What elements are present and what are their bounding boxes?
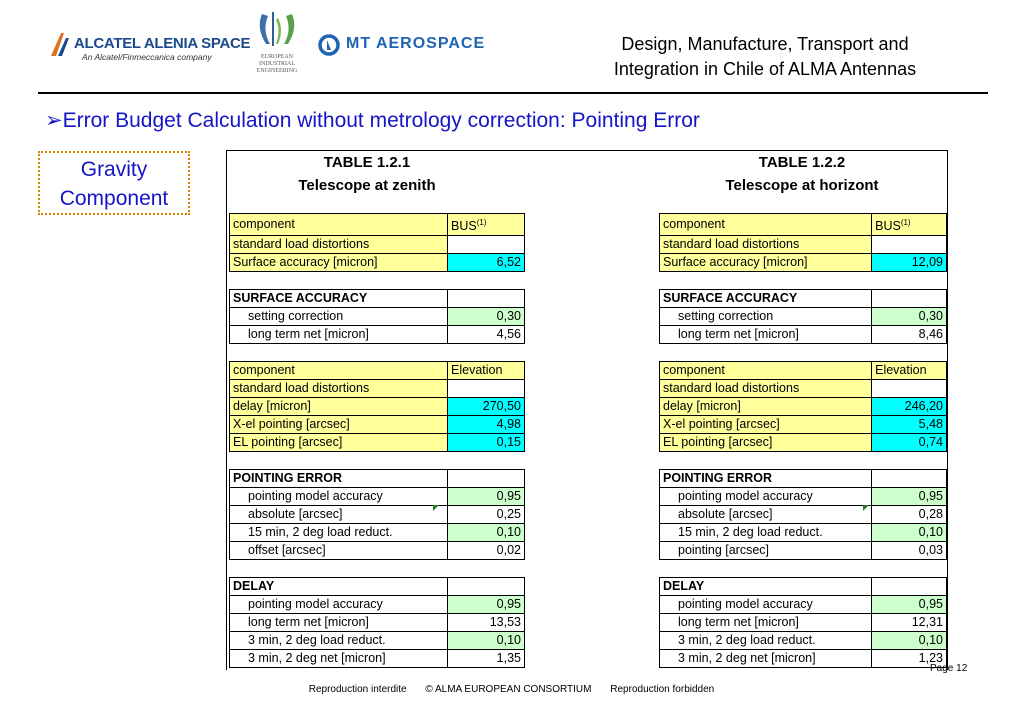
table-cell: 4,98 bbox=[448, 416, 525, 434]
table-cell: standard load distortions bbox=[230, 380, 448, 398]
table-cell: standard load distortions bbox=[660, 380, 872, 398]
table-cell: 0,10 bbox=[448, 524, 525, 542]
footer-right: Reproduction forbidden bbox=[610, 684, 715, 695]
table-cell bbox=[448, 236, 525, 254]
table-cell: 8,46 bbox=[872, 326, 947, 344]
table-row bbox=[230, 578, 525, 596]
title-line2: Integration in Chile of ALMA Antennas bbox=[613, 59, 917, 79]
table-row bbox=[230, 290, 525, 308]
table-cell bbox=[872, 214, 947, 236]
table-cell: 3 min, 2 deg net [micron] bbox=[230, 650, 448, 668]
table-row bbox=[230, 416, 525, 434]
comment-marker-icon bbox=[863, 505, 869, 511]
table-row bbox=[230, 254, 525, 272]
mt-emblem-icon bbox=[318, 34, 342, 56]
table-cell: 0,25 bbox=[448, 506, 525, 524]
table-cell bbox=[448, 470, 525, 488]
table-cell: component bbox=[660, 362, 872, 380]
page-title bbox=[540, 32, 990, 82]
table-cell: 1,23 bbox=[872, 650, 947, 668]
table-cell: 12,09 bbox=[872, 254, 947, 272]
table-cell: 3 min, 2 deg load reduct. bbox=[230, 632, 448, 650]
eie-line2: INDUSTRIAL bbox=[259, 61, 295, 67]
eie-emblem-icon bbox=[248, 10, 306, 54]
table-row bbox=[230, 236, 525, 254]
mt-aerospace-logo bbox=[318, 34, 518, 56]
table1-heading bbox=[257, 151, 477, 197]
table-cell: component bbox=[230, 214, 448, 236]
table-cell: Surface accuracy [micron] bbox=[230, 254, 448, 272]
table-cell: 5,48 bbox=[872, 416, 947, 434]
table-row bbox=[230, 326, 525, 344]
table-cell: long term net [micron] bbox=[230, 614, 448, 632]
table-cell: 1,35 bbox=[448, 650, 525, 668]
table-cell: 0,03 bbox=[872, 542, 947, 560]
gravity-component-box bbox=[38, 151, 190, 215]
page-number: Page 12 bbox=[930, 663, 968, 674]
table-cell: 0,95 bbox=[872, 596, 947, 614]
spacer bbox=[230, 272, 525, 290]
aas-emblem-icon bbox=[48, 30, 74, 60]
table-cell: pointing model accuracy bbox=[660, 488, 872, 506]
table-row bbox=[660, 326, 947, 344]
heading-text: Error Budget Calculation without metrology correction: Pointing Error bbox=[62, 109, 700, 132]
table-cell: 0,10 bbox=[872, 632, 947, 650]
spacer bbox=[230, 344, 525, 362]
table-cell: pointing [arcsec] bbox=[660, 542, 872, 560]
table-cell: standard load distortions bbox=[230, 236, 448, 254]
table1-id: TABLE 1.2.1 bbox=[323, 154, 411, 171]
table-row bbox=[660, 434, 947, 452]
bus-sup: (1) bbox=[476, 218, 487, 227]
bus-label: BUS bbox=[451, 219, 477, 234]
spacer bbox=[230, 560, 525, 578]
table-cell: 13,53 bbox=[448, 614, 525, 632]
table-row bbox=[230, 596, 525, 614]
spacer bbox=[660, 272, 947, 290]
table-cell: 4,56 bbox=[448, 326, 525, 344]
table-cell: DELAY bbox=[230, 578, 448, 596]
table-cell: long term net [micron] bbox=[660, 614, 872, 632]
table-cell: pointing model accuracy bbox=[230, 488, 448, 506]
table-row bbox=[230, 434, 525, 452]
table-row bbox=[660, 380, 947, 398]
table-row bbox=[230, 214, 525, 236]
table-cell: X-el pointing [arcsec] bbox=[230, 416, 448, 434]
table-cell: 0,30 bbox=[448, 308, 525, 326]
table-row bbox=[660, 308, 947, 326]
table-row bbox=[660, 614, 947, 632]
table-cell bbox=[872, 236, 947, 254]
spacer bbox=[660, 452, 947, 470]
table-row bbox=[230, 398, 525, 416]
table-cell: pointing model accuracy bbox=[660, 596, 872, 614]
mt-aerospace-text: MT AEROSPACE bbox=[346, 35, 486, 52]
table-row bbox=[660, 578, 947, 596]
bullet-arrow-icon: ➢ bbox=[45, 109, 63, 132]
section-heading bbox=[45, 108, 700, 133]
table-row bbox=[660, 506, 947, 524]
table-cell: component bbox=[230, 362, 448, 380]
aas-subtitle: An Alcatel/Finmeccanica company bbox=[82, 52, 212, 62]
table-cell: 6,52 bbox=[448, 254, 525, 272]
table-cell bbox=[872, 290, 947, 308]
table-cell: 0,95 bbox=[872, 488, 947, 506]
table-cell: 0,28 bbox=[872, 506, 947, 524]
table-cell bbox=[448, 290, 525, 308]
table-cell: 246,20 bbox=[872, 398, 947, 416]
table-cell: setting correction bbox=[230, 308, 448, 326]
table-cell: delay [micron] bbox=[230, 398, 448, 416]
table-cell: 0,10 bbox=[448, 632, 525, 650]
table2-heading bbox=[692, 151, 912, 197]
header-divider bbox=[38, 92, 988, 94]
table-row bbox=[230, 650, 525, 668]
gravity-line1: Gravity bbox=[80, 158, 148, 181]
table-row bbox=[230, 614, 525, 632]
table-cell: 0,95 bbox=[448, 488, 525, 506]
table-cell: 15 min, 2 deg load reduct. bbox=[660, 524, 872, 542]
table2-id: TABLE 1.2.2 bbox=[758, 154, 846, 171]
table-row bbox=[660, 236, 947, 254]
table-cell: 12,31 bbox=[872, 614, 947, 632]
table-row bbox=[660, 488, 947, 506]
table-row bbox=[230, 632, 525, 650]
comment-marker-icon bbox=[433, 505, 439, 511]
table-cell: DELAY bbox=[660, 578, 872, 596]
eie-line3: ENGINEERING bbox=[256, 68, 298, 74]
table-row bbox=[660, 254, 947, 272]
table-cell: standard load distortions bbox=[660, 236, 872, 254]
table-cell bbox=[872, 380, 947, 398]
table-cell: 3 min, 2 deg net [micron] bbox=[660, 650, 872, 668]
table-cell bbox=[448, 380, 525, 398]
table-cell: component bbox=[660, 214, 872, 236]
table-row bbox=[660, 362, 947, 380]
table-row bbox=[660, 542, 947, 560]
table-row bbox=[230, 542, 525, 560]
table-row bbox=[230, 488, 525, 506]
spacer bbox=[660, 560, 947, 578]
table-cell: Surface accuracy [micron] bbox=[660, 254, 872, 272]
table-row bbox=[660, 416, 947, 434]
table-cell: long term net [micron] bbox=[230, 326, 448, 344]
footer-left: Reproduction interdite bbox=[308, 684, 407, 695]
table-cell: setting correction bbox=[660, 308, 872, 326]
table-row bbox=[230, 506, 525, 524]
table-cell bbox=[872, 470, 947, 488]
footer bbox=[0, 684, 1023, 695]
table-row bbox=[660, 524, 947, 542]
table1-subtitle: Telescope at zenith bbox=[298, 177, 436, 194]
table-cell: pointing model accuracy bbox=[230, 596, 448, 614]
table-cell: 0,74 bbox=[872, 434, 947, 452]
table-cell: X-el pointing [arcsec] bbox=[660, 416, 872, 434]
footer-center: © ALMA EUROPEAN CONSORTIUM bbox=[425, 684, 592, 695]
table-row bbox=[660, 470, 947, 488]
table2-subtitle: Telescope at horizont bbox=[725, 177, 879, 194]
table-cell bbox=[448, 578, 525, 596]
table-cell: SURFACE ACCURACY bbox=[230, 290, 448, 308]
table-cell: 0,15 bbox=[448, 434, 525, 452]
table2 bbox=[659, 213, 947, 668]
aas-name: ALCATEL ALENIA SPACE bbox=[74, 35, 251, 52]
bus-label: BUS bbox=[875, 219, 901, 234]
table1 bbox=[229, 213, 525, 668]
table-cell: absolute [arcsec] bbox=[660, 506, 872, 524]
table-cell: EL pointing [arcsec] bbox=[660, 434, 872, 452]
spacer bbox=[660, 344, 947, 362]
table-row bbox=[660, 398, 947, 416]
table-cell: POINTING ERROR bbox=[660, 470, 872, 488]
table-cell bbox=[448, 214, 525, 236]
spacer bbox=[230, 452, 525, 470]
table-cell: 15 min, 2 deg load reduct. bbox=[230, 524, 448, 542]
table-row bbox=[660, 650, 947, 668]
error-budget-sheet bbox=[226, 150, 948, 670]
table-cell: offset [arcsec] bbox=[230, 542, 448, 560]
table-row bbox=[660, 632, 947, 650]
table-cell: SURFACE ACCURACY bbox=[660, 290, 872, 308]
table-row bbox=[230, 470, 525, 488]
eie-logo bbox=[248, 10, 306, 82]
table-cell: Elevation bbox=[448, 362, 525, 380]
table-cell: 270,50 bbox=[448, 398, 525, 416]
table-cell: POINTING ERROR bbox=[230, 470, 448, 488]
table-row bbox=[230, 380, 525, 398]
table-row bbox=[230, 524, 525, 542]
table-cell: EL pointing [arcsec] bbox=[230, 434, 448, 452]
eie-line1: EUROPEAN bbox=[260, 54, 293, 60]
table-cell: 3 min, 2 deg load reduct. bbox=[660, 632, 872, 650]
table-cell: long term net [micron] bbox=[660, 326, 872, 344]
table-cell: absolute [arcsec] bbox=[230, 506, 448, 524]
gravity-line2: Component bbox=[59, 187, 169, 210]
table-cell: 0,10 bbox=[872, 524, 947, 542]
table-cell: 0,95 bbox=[448, 596, 525, 614]
alcatel-alenia-space-logo bbox=[48, 30, 251, 70]
table-cell: Elevation bbox=[872, 362, 947, 380]
table-row bbox=[660, 290, 947, 308]
table-row bbox=[230, 362, 525, 380]
bus-sup: (1) bbox=[900, 218, 911, 227]
table-cell: delay [micron] bbox=[660, 398, 872, 416]
table-row bbox=[660, 214, 947, 236]
table-cell: 0,30 bbox=[872, 308, 947, 326]
title-line1: Design, Manufacture, Transport and bbox=[621, 34, 909, 54]
table-row bbox=[230, 308, 525, 326]
table-row bbox=[660, 596, 947, 614]
table-cell: 0,02 bbox=[448, 542, 525, 560]
table-cell bbox=[872, 578, 947, 596]
